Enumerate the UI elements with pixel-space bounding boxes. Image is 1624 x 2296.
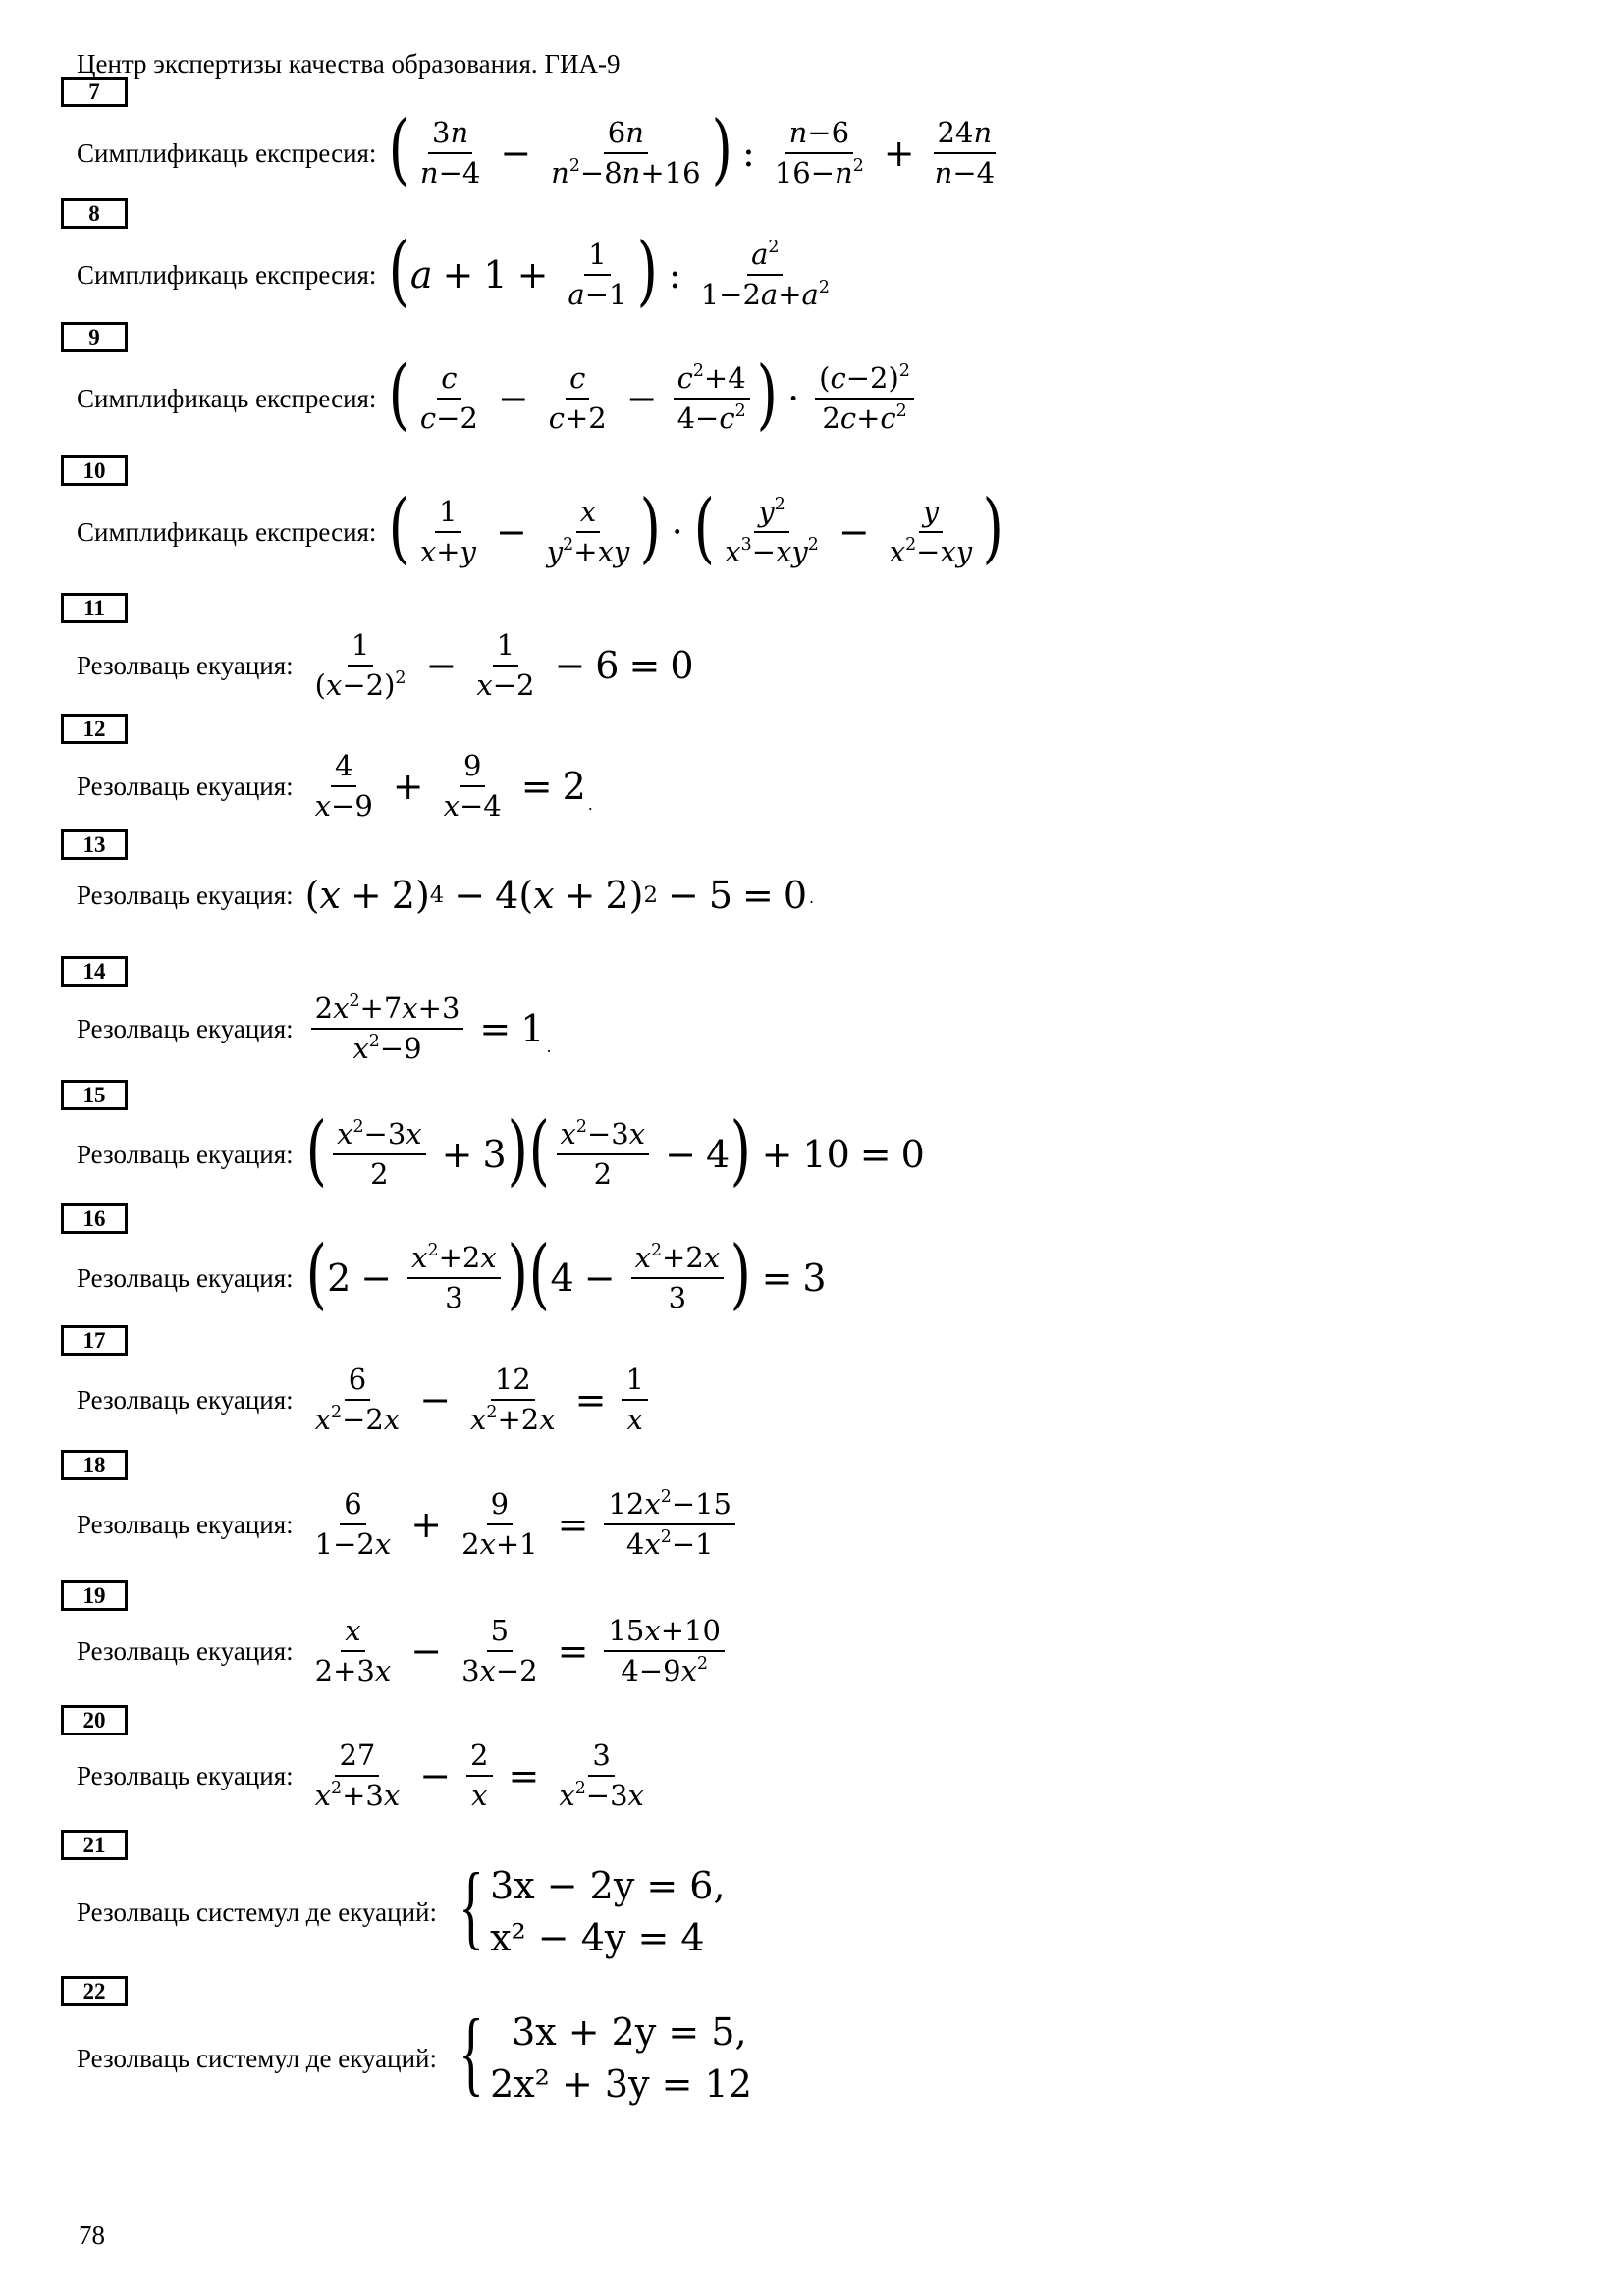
expression: $\frac{2x^2+7x+3}{x^2-9}$ = 1 .: [305, 992, 552, 1066]
task-16: [61, 1203, 1573, 1316]
task-label: Резолваць екуация:: [77, 771, 294, 801]
task-label: Резолваць екуация:: [77, 1139, 294, 1169]
task-7: [61, 77, 1573, 191]
system-line: 2x² + 3y = 12: [490, 2062, 752, 2107]
task-label: Симплификаць експресия:: [77, 259, 377, 290]
task-number: 19: [61, 1580, 128, 1611]
expression: $\frac{x}{2+3x}$ − $\frac{5}{3x-2}$ = $\frac{15x+10}{4-9x^2}$: [305, 1615, 731, 1688]
task-20: [61, 1705, 1573, 1813]
task-label: Резолваць екуация:: [77, 1760, 294, 1790]
expression: ( $\frac{c}{c-2}$ − $\frac{c}{c+2}$ − $\frac{c^2+4}{4-c^2}$ ) · $\frac{(c-2)^2}{2c+c^2}$: [388, 360, 919, 437]
task-number: 20: [61, 1705, 128, 1735]
task-label: Симплификаць експресия:: [77, 137, 377, 168]
task-label: Резолваць системул де екуаций:: [77, 2043, 437, 2073]
task-13: [61, 829, 1573, 917]
task-label: Резолваць системул де екуаций:: [77, 1896, 437, 1927]
task-number: 13: [61, 829, 128, 860]
task-number: 18: [61, 1450, 128, 1480]
task-label: Резолваць екуация:: [77, 1635, 294, 1666]
task-label: Резолваць екуация:: [77, 1509, 294, 1539]
expression: $\frac{4}{x-9}$ + $\frac{9}{x-4}$ = 2 .: [314, 749, 593, 824]
task-21: [61, 1830, 1573, 1964]
task-number: 8: [61, 198, 128, 229]
task-18: [61, 1450, 1573, 1562]
task-number: 12: [61, 714, 128, 744]
page-header: Центр экспертизы качества образования. ГИА-9: [77, 49, 621, 79]
task-label: Резолваць екуация:: [77, 880, 294, 910]
expression: ( 2 − $\frac{x^2+2x}{3}$ ) ( 4 − $\frac{x^2+2x}{3}$ ) = 3: [305, 1230, 827, 1318]
expression: ( $\frac{1}{x+y}$ − $\frac{x}{y^2+xy}$ ) · ( $\frac{y^2}{x^3-xy^2}$ − $\frac{y}{x^2-xy}$ ): [389, 484, 1004, 572]
task-17: [61, 1325, 1573, 1437]
task-19: [61, 1580, 1573, 1688]
task-number: 15: [61, 1080, 128, 1110]
task-15: [61, 1080, 1573, 1193]
task-number: 9: [61, 322, 128, 352]
task-22: [61, 1976, 1573, 2110]
task-label: Резолваць екуация:: [77, 1262, 294, 1293]
expression: $\frac{27}{x^2+3x}$ − $\frac{2}{x}$ = $\frac{3}{x^2-3x}$: [314, 1738, 644, 1813]
task-label: Резолваць екуация:: [77, 650, 294, 680]
task-number: 21: [61, 1830, 128, 1860]
task-10: [61, 455, 1573, 570]
expression: $\frac{6}{x^2-2x}$ − $\frac{12}{x^2+2x}$ = $\frac{1}{x}$: [305, 1363, 654, 1437]
task-12: [61, 714, 1573, 824]
system-line: x² − 4y = 4: [490, 1916, 705, 1960]
task-11: [61, 593, 1573, 703]
task-label: Резолваць екуация:: [77, 1384, 294, 1415]
equation-system: { 3x − 2y = 6, x² − 4y = 4: [449, 1860, 726, 1964]
expression: ( x + 2) 4 − 4( x + 2) 2 − 5 = 0 .: [304, 874, 815, 917]
task-number: 11: [61, 593, 128, 623]
task-label: Симплификаць експресия:: [77, 516, 377, 547]
system-line: 3x + 2y = 5,: [512, 2010, 747, 2054]
task-number: 16: [61, 1203, 128, 1234]
task-number: 14: [61, 956, 128, 987]
system-line: 3x − 2y = 6,: [490, 1864, 726, 1907]
task-14: [61, 956, 1573, 1066]
task-label: Симплификаць експресия:: [77, 383, 377, 413]
task-8: [61, 198, 1573, 313]
equation-system: { 3x + 2y = 5, 2x² + 3y = 12: [449, 2006, 752, 2110]
task-9: [61, 322, 1573, 437]
task-number: 7: [61, 77, 128, 107]
expression: $\frac{6}{1-2x}$ + $\frac{9}{2x+1}$ = $\frac{12x^2-15}{4x^2-1}$: [305, 1488, 741, 1562]
page-number: 78: [79, 2220, 105, 2250]
expression: ( a + 1 + $\frac{1}{a-1}$ ) : $\frac{a^2}{1-2a+a^2}$: [389, 227, 830, 315]
task-number: 10: [61, 455, 128, 486]
expression: ( $\frac{x^2-3x}{2}$ + 3 ) ( $\frac{x^2-3x}{2}$ − 4 ) + 10 = 0: [305, 1106, 925, 1195]
task-label: Резолваць екуация:: [77, 1013, 294, 1043]
expression: ( $\frac{3n}{n-4}$ − $\frac{6n}{n^2-8n+16}$ ) : $\frac{n-6}{16-n^2}$ + $\frac{24n}{n-4}$: [389, 105, 996, 193]
task-number: 22: [61, 1976, 128, 2006]
task-number: 17: [61, 1325, 128, 1356]
expression: $\frac{1}{(x-2)^2}$ − $\frac{1}{x-2}$ − 6 = 0: [314, 628, 694, 703]
